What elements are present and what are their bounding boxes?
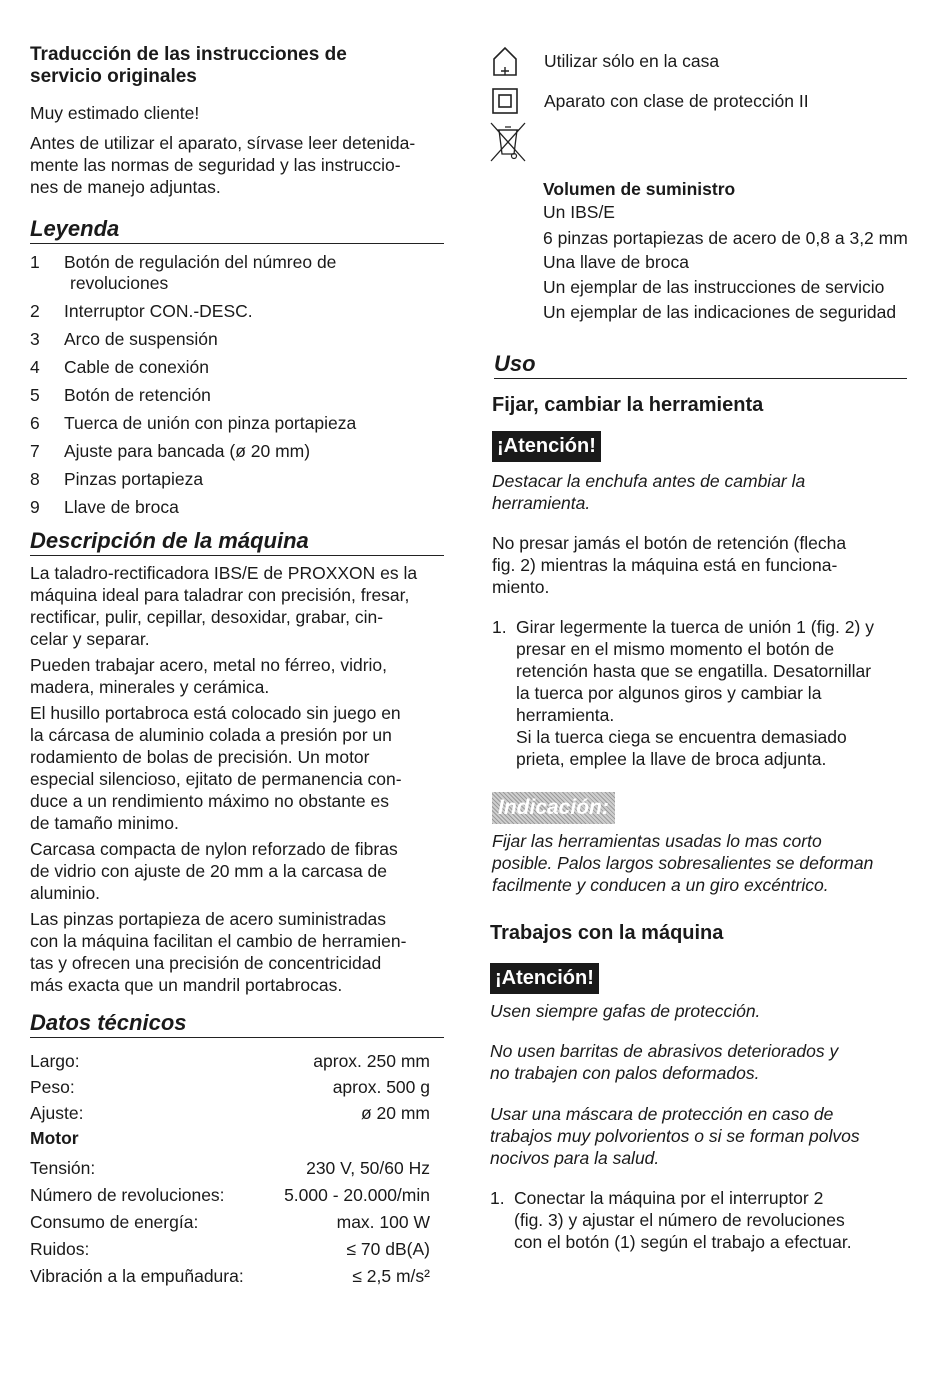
text-line: rodamiento de bolas de precisión. Un motor [30, 747, 370, 767]
legend-item [30, 385, 444, 406]
legend-label-line: revoluciones [70, 273, 169, 293]
title-line: servicio originales [30, 66, 197, 87]
spec-row [30, 1050, 430, 1072]
description-paragraph [30, 908, 444, 996]
legend-number: 9 [30, 497, 40, 517]
text-line: más exacta que un mandril portabrocas. [30, 975, 343, 995]
house-icon [488, 44, 522, 78]
text-line: no trabajen con palos deformados. [490, 1063, 760, 1083]
symbol-row [488, 44, 933, 78]
supply-item: Una llave de broca [543, 252, 689, 272]
text-line: facilmente y conducen a un giro excéntrico. [492, 875, 829, 895]
spec-row [30, 1265, 430, 1287]
symbol-list [488, 44, 933, 164]
use-heading: Uso [494, 351, 907, 379]
spec-label: Tensión: [30, 1158, 96, 1178]
spec-row [30, 1076, 430, 1098]
legend-item [30, 252, 444, 294]
text-line: con la máquina facilitan el cambio de herramien- [30, 931, 407, 951]
legend-label: Llave de broca [64, 497, 179, 517]
text-line: trabajos muy polvorientos o si se forman polvos [490, 1126, 860, 1146]
hint-badge: Indicación: [492, 792, 615, 824]
text-line: rectificar, pulir, cepillar, desoxidar, grabar, cin- [30, 607, 384, 627]
spec-row [30, 1102, 430, 1124]
text-line: mente las normas de seguridad y las instruccio- [30, 155, 401, 175]
text-line: (fig. 3) y ajustar el número de revoluciones [514, 1210, 845, 1230]
legend-list [30, 252, 444, 518]
intro-paragraph [30, 132, 444, 198]
legend-label: Cable de conexión [64, 357, 209, 377]
spec-label: Peso: [30, 1077, 75, 1097]
description-paragraph [30, 838, 444, 904]
hint-text [492, 830, 933, 896]
text-line: madera, minerales y cerámica. [30, 677, 270, 697]
attention-badge: ¡Atención! [492, 431, 601, 462]
description-paragraph [30, 562, 444, 650]
text-line: Girar legermente la tuerca de unión 1 (fig. 2) y [516, 617, 874, 637]
text-line: presar en el mismo momento el botón de [516, 639, 835, 659]
text-line: miento. [492, 577, 550, 597]
legend-label: Ajuste para bancada (ø 20 mm) [64, 441, 311, 461]
legend-number: 6 [30, 413, 40, 433]
spec-value: ≤ 2,5 m/s² [352, 1266, 430, 1286]
text-line: nes de manejo adjuntas. [30, 177, 221, 197]
legend-number: 1 [30, 252, 40, 272]
text-line: tas y ofrecen una precisión de concentricidad [30, 953, 382, 973]
work-heading: Trabajos con la máquina [490, 922, 724, 944]
attention-block [492, 431, 933, 462]
text-line: posible. Palos largos sobresalientes se deforman [492, 853, 874, 873]
text-line: especial silencioso, ejitato de permanencia con- [30, 769, 402, 789]
crossed-bin-icon [488, 120, 528, 164]
supply-item: Un ejemplar de las indicaciones de seguridad [543, 302, 897, 322]
text-line: retención hasta que se engatilla. Desatornillar [516, 661, 872, 681]
legend-label: Botón de retención [64, 385, 211, 405]
legend-number: 5 [30, 385, 40, 405]
legend-number: 4 [30, 357, 40, 377]
description-paragraph [30, 654, 444, 698]
text-line: fig. 2) mientras la máquina está en funciona- [492, 555, 838, 575]
spec-row [30, 1184, 430, 1206]
spec-value: ≤ 70 dB(A) [346, 1239, 430, 1259]
motor-label: Motor [30, 1128, 79, 1148]
spec-value: 230 V, 50/60 Hz [306, 1158, 430, 1178]
legend-heading: Leyenda [30, 216, 444, 244]
symbol-row [488, 84, 933, 118]
legend-label-line: Botón de regulación del númreo de [64, 252, 337, 272]
text-line: Si la tuerca ciega se encuentra demasiado [516, 727, 847, 747]
text-line: celar y separar. [30, 629, 150, 649]
legend-number: 8 [30, 469, 40, 489]
text-line: nocivos para la salud. [490, 1148, 660, 1168]
warning-paragraph [490, 1000, 933, 1022]
legend-label: Pinzas portapieza [64, 469, 204, 489]
spec-row [30, 1211, 430, 1233]
text-line: La taladro-rectificadora IBS/E de PROXXON es la [30, 563, 418, 583]
text-line: Las pinzas portapieza de acero suministradas [30, 909, 387, 929]
legend-item [30, 357, 444, 378]
legend-label: Tuerca de unión con pinza portapieza [64, 413, 357, 433]
spec-label: Vibración a la empuñadura: [30, 1266, 244, 1286]
text-line: prieta, emplee la llave de broca adjunta. [516, 749, 827, 769]
text-line: de tamaño minimo. [30, 813, 179, 833]
spec-label: Ruidos: [30, 1239, 90, 1259]
text-line: herramienta. [492, 493, 591, 513]
attention-text [492, 470, 933, 514]
right-column [488, 44, 933, 1253]
title-line: Traducción de las instrucciones de [30, 44, 347, 65]
text-line: Pueden trabajar acero, metal no férreo, vidrio, [30, 655, 387, 675]
supply-item: 6 pinzas portapiezas de acero de 0,8 a 3,2 mm [543, 228, 908, 248]
legend-item [30, 441, 444, 462]
legend-label: Arco de suspensión [64, 329, 218, 349]
hint-block [492, 792, 933, 824]
description-paragraph [30, 702, 444, 834]
text-line: Usar una máscara de protección en caso de [490, 1104, 834, 1124]
protection-class-ii-icon [488, 84, 522, 118]
text-line: la cárcasa de aluminio colada a presión por un [30, 725, 392, 745]
supply-block [543, 178, 933, 323]
legend-number: 7 [30, 441, 40, 461]
left-column [30, 44, 444, 1287]
supply-item: Un IBS/E [543, 202, 615, 222]
step-item [492, 616, 933, 770]
legend-number: 3 [30, 329, 40, 349]
text-line: la tuerca por algunos giros y cambiar la [516, 683, 822, 703]
note-paragraph [492, 532, 933, 598]
text-line: máquina ideal para taladrar con precisión, fresar, [30, 585, 410, 605]
spec-value: aprox. 500 g [332, 1077, 430, 1097]
spec-value: max. 100 W [336, 1212, 430, 1232]
text-line: Fijar las herramientas usadas lo mas corto [492, 831, 822, 851]
step-number: 1. [492, 617, 507, 637]
legend-item [30, 413, 444, 434]
text-line: de vidrio con ajuste de 20 mm a la carcasa de [30, 861, 387, 881]
text-line: Usen siempre gafas de protección. [490, 1001, 761, 1021]
spec-value: aprox. 250 mm [313, 1051, 430, 1071]
spec-row [30, 1238, 430, 1260]
spec-label: Ajuste: [30, 1103, 84, 1123]
text-line: Conectar la máquina por el interruptor 2 [514, 1188, 824, 1208]
spec-row [30, 1157, 430, 1179]
text-line: El husillo portabroca está colocado sin juego en [30, 703, 401, 723]
step-number: 1. [490, 1188, 505, 1208]
specs-heading: Datos técnicos [30, 1010, 444, 1038]
spec-label: Largo: [30, 1051, 80, 1071]
symbol-text: Aparato con clase de protección II [544, 91, 809, 111]
specs-table [30, 1050, 430, 1287]
legend-item [30, 301, 444, 322]
greeting: Muy estimado cliente! [30, 103, 200, 123]
attention-block [490, 963, 933, 994]
description-body [30, 562, 444, 996]
text-line: aluminio. [30, 883, 101, 903]
warning-paragraph [490, 1040, 933, 1084]
legend-item [30, 469, 444, 490]
document-title [30, 44, 444, 88]
legend-number: 2 [30, 301, 40, 321]
spec-value: 5.000 - 20.000/min [284, 1185, 430, 1205]
symbol-row [488, 120, 933, 164]
spec-value: ø 20 mm [360, 1103, 430, 1123]
text-line: duce a un rendimiento máximo no obstante es [30, 791, 389, 811]
legend-label [64, 252, 444, 294]
step-text [514, 1187, 933, 1253]
text-line: herramienta. [516, 705, 615, 725]
description-heading: Descripción de la máquina [30, 528, 444, 556]
change-tool-heading: Fijar, cambiar la herramienta [492, 394, 764, 416]
text-line: con el botón (1) según el trabajo a efectuar. [514, 1232, 852, 1252]
step-text [516, 616, 933, 770]
symbol-text: Utilizar sólo en la casa [544, 51, 720, 71]
legend-item [30, 497, 444, 518]
supply-heading: Volumen de suministro [543, 179, 736, 199]
spec-label: Consumo de energía: [30, 1212, 199, 1232]
text-line: No presar jamás el botón de retención (flecha [492, 533, 847, 553]
step-item [490, 1187, 933, 1253]
spec-label: Número de revoluciones: [30, 1185, 225, 1205]
warning-paragraph [490, 1103, 933, 1169]
text-line: Carcasa compacta de nylon reforzado de fibras [30, 839, 398, 859]
legend-item [30, 329, 444, 350]
attention-badge: ¡Atención! [490, 963, 599, 994]
text-line: Destacar la enchufa antes de cambiar la [492, 471, 806, 491]
text-line: No usen barritas de abrasivos deteriorados y [490, 1041, 839, 1061]
legend-label: Interruptor CON.-DESC. [64, 301, 253, 321]
text-line: Antes de utilizar el aparato, sírvase leer detenida- [30, 133, 416, 153]
supply-item: Un ejemplar de las instrucciones de servicio [543, 277, 885, 297]
